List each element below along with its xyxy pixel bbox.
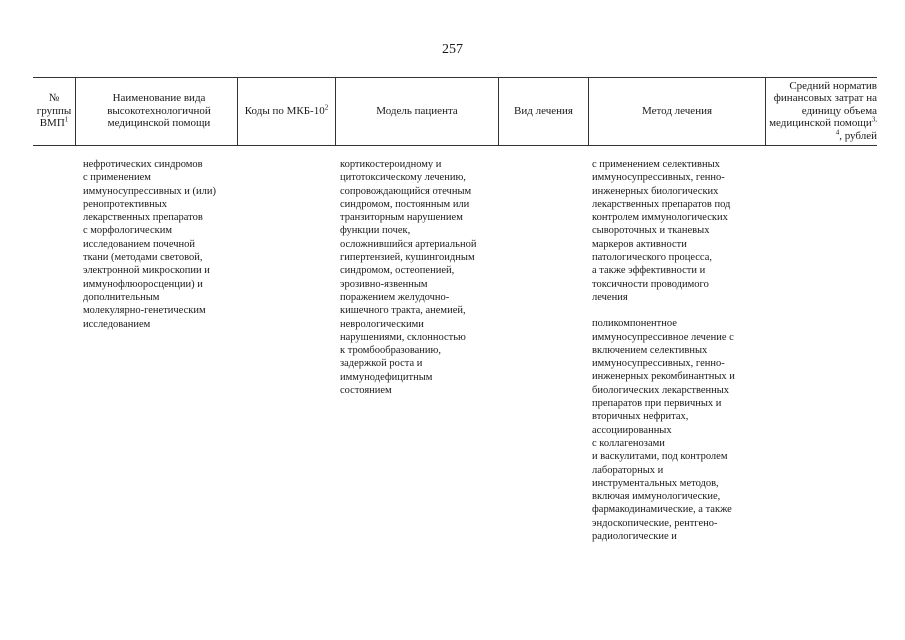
treatment-method-text-1: с применением селективных иммуносупрессивных, генно- инженерных биологических лекарственных препаратов под контролем иммунологических сывороточных и тканевых маркеров активности патологического процесса, а также эффективности и токсичности проводимого лечения (592, 159, 731, 303)
header-treatment-type: Вид лечения (514, 104, 573, 117)
header-care-type-name: Наименование вида высокотехнологичной медицинской помощи (107, 92, 211, 130)
treatment-method-text-2: поликомпонентное иммуносупрессивное лечение с включением селективных иммуносупрессивных, генно- инженерных рекомбинантных и биологических лекарственных препаратов при первичных и вторичных нефритах, ассоциированных с коллагенозами и васкулитами, под контролем лабораторных и инструментальных методов, включая иммунологические, фармакодинамические, а также эндоскопические, рентгено- радиологические и (592, 318, 735, 543)
page-number: 257 (442, 42, 463, 57)
header-bottom-rule (33, 145, 877, 146)
patient-model-text: кортикостероидному и цитотоксическому лечению, сопровождающийся отечным синдромом, постоянным или транзиторным нарушением функции почек, осложнившийся артериальной гипертензией, кушингоидным синдромом, остеопенией, эрозивно-язвенным поражением желудочно- кишечного тракта, анемией, неврологическими нарушениями, склонностью к тромбообразованию, задержкой роста и иммунодефицитным состоянием (340, 159, 477, 397)
header-treatment-method: Метод лечения (641, 104, 713, 117)
header-vmp-group: № группы ВМП$^1$ (36, 92, 72, 130)
care-type-text: нефротических синдромов с применением иммуносупрессивных и (или) ренопротективных лекарственных препаратов с морфологическим исследованием почечной ткани (методами световой, электронной микроскопии и иммунофлюоросценции) и дополнительным молекулярно-генетическим исследованием (83, 159, 217, 330)
care-type-description (83, 158, 243, 331)
treatment-method-description (592, 158, 772, 543)
header-financial-norm: Средний норматив финансовых затрат на единицу объема медицинской помощи$^{3, 4}$, рублей (769, 79, 877, 142)
patient-model-description (340, 158, 505, 397)
header-icd10-codes: Коды по МКБ-$10^2$ (244, 103, 329, 117)
header-patient-model: Модель пациента (376, 104, 458, 117)
column-divider (75, 77, 76, 145)
